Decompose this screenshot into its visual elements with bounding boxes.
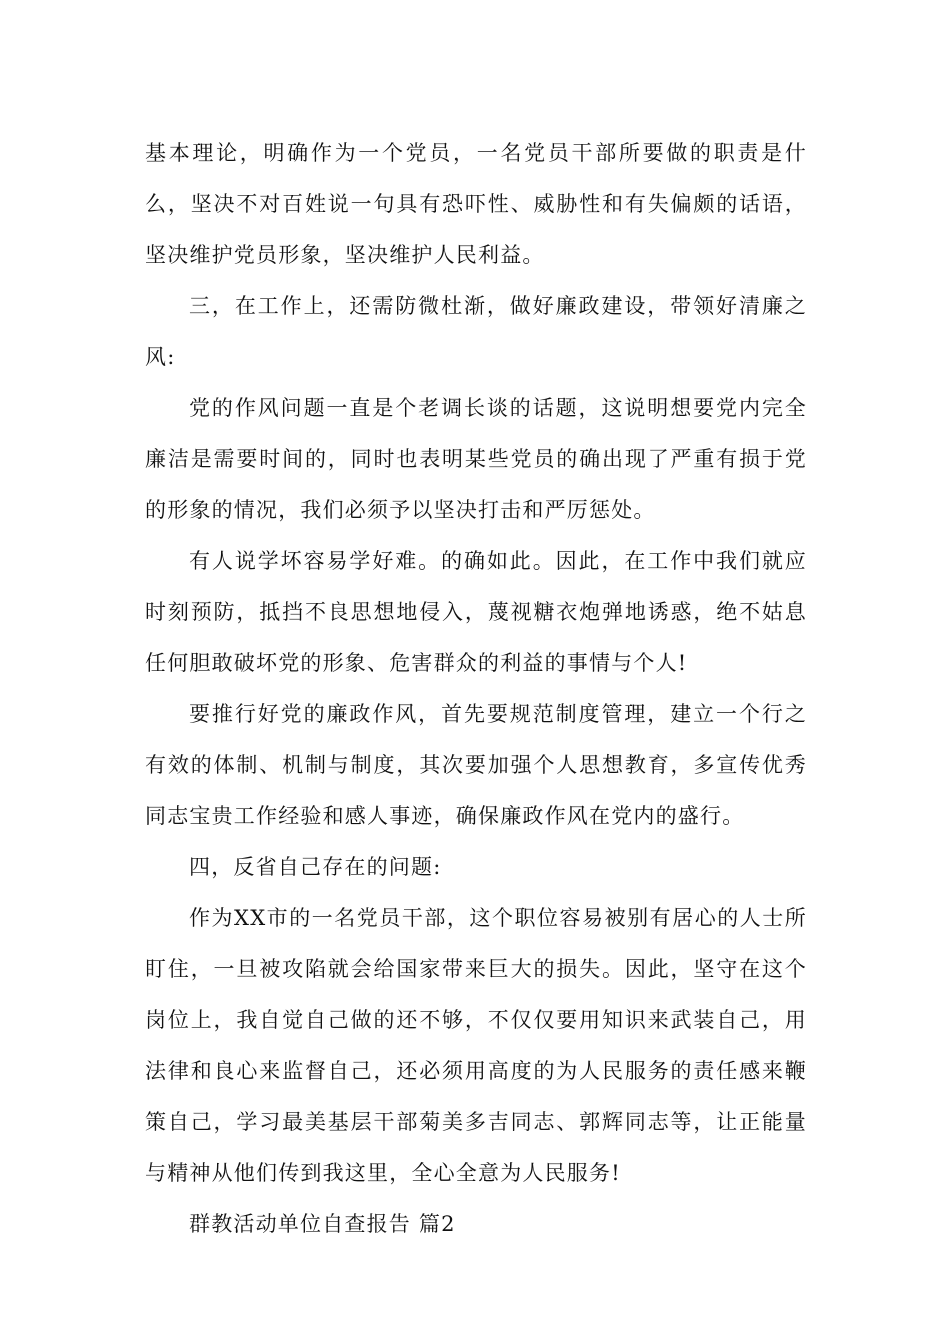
paragraph-5: 要推行好党的廉政作风，首先要规范制度管理，建立一个行之有效的体制、机制与制度，其次要加强个人思想教育，多宣传优秀同志宝贵工作经验和感人事迹，确保廉政作风在党内的盛行。 — [145, 702, 807, 828]
paragraph-7: 作为XX市的一名党员干部，这个职位容易被别有居心的人士所盯住，一旦被攻陷就会给国家带来巨大的损失。因此，坚守在这个岗位上，我自觉自己做的还不够，不仅仅要用知识来武装自己，用法律和良心来监督自己，还必须用高度的为人民服务的责任感来鞭策自己，学习最美基层干部菊美多吉同志、郭辉同志等，让正能量与精神从他们传到我这里，全心全意为人民服务! — [145, 906, 807, 1185]
document-body — [145, 128, 807, 1250]
paragraph-6-section-four-heading: 四，反省自己存在的问题: — [189, 855, 442, 879]
report-title-part-2: 群教活动单位自查报告 篇2 — [189, 1212, 456, 1236]
paragraph-4: 有人说学坏容易学好难。的确如此。因此，在工作中我们就应时刻预防，抵挡不良思想地侵入，蔑视糖衣炮弹地诱惑，绝不姑息任何胆敢破坏党的形象、危害群众的利益的事情与个人! — [145, 549, 807, 675]
paragraph-2-section-three-heading: 三，在工作上，还需防微杜渐，做好廉政建设，带领好清廉之风: — [145, 294, 807, 369]
paragraph-3: 党的作风问题一直是个老调长谈的话题，这说明想要党内完全廉洁是需要时间的，同时也表明某些党员的确出现了严重有损于党的形象的情况，我们必须予以坚决打击和严厉惩处。 — [145, 396, 807, 522]
paragraph-1: 基本理论，明确作为一个党员，一名党员干部所要做的职责是什么，坚决不对百姓说一句具有恐吓性、威胁性和有失偏颇的话语，坚决维护党员形象，坚决维护人民利益。 — [145, 141, 807, 267]
